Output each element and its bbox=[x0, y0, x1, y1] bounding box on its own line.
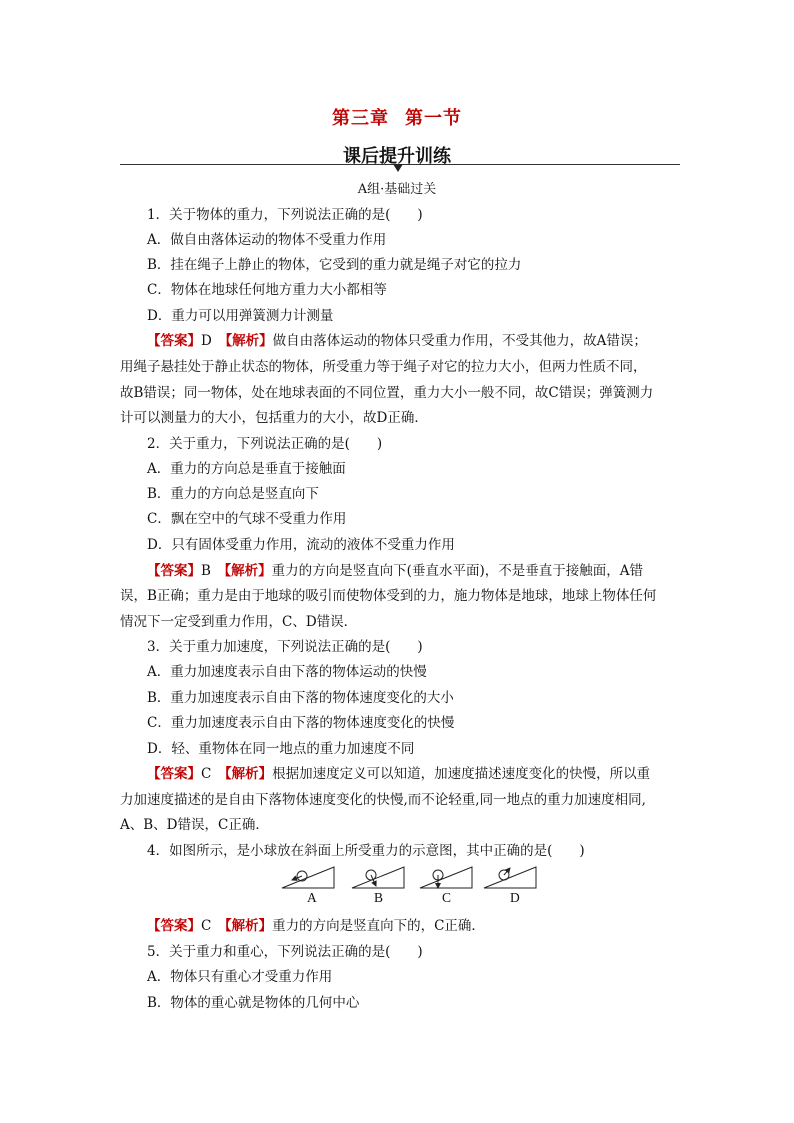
answer-value: D bbox=[201, 333, 212, 349]
explanation-tag: 【解析】 bbox=[225, 333, 273, 349]
q1-stem: 1．关于物体的重力，下列说法正确的是( ) bbox=[147, 207, 423, 223]
explanation-tag: 【解析】 bbox=[224, 918, 273, 934]
answer-tag: 【答案】 bbox=[147, 766, 201, 782]
q2-option-c: C．飘在空中的气球不受重力作用 bbox=[147, 511, 347, 527]
answer-value: C bbox=[201, 766, 212, 782]
q3-explanation-line: 力加速度描述的是自由下落物体速度变化的快慢,而不论轻重,同一地点的重力加速度相同, bbox=[120, 792, 646, 808]
figure-label-d: D bbox=[510, 890, 520, 905]
q1-option-c: C．物体在地球任何地方重力大小都相等 bbox=[147, 282, 387, 298]
q1-option-d: D．重力可以用弹簧测力计测量 bbox=[147, 308, 334, 324]
chapter-label: 第三章 bbox=[332, 108, 389, 129]
q3-explanation-line: A、B、D错误，C正确． bbox=[120, 817, 269, 833]
q5-option-b: B．物体的重心就是物体的几何中心 bbox=[147, 995, 360, 1011]
explanation-text: 重力的方向是竖直向下的，C正确． bbox=[272, 918, 485, 934]
q5-option-a: A．物体只有重心才受重力作用 bbox=[147, 969, 333, 985]
q1-option-a: A．做自由落体运动的物体不受重力作用 bbox=[147, 232, 387, 248]
incline-figures bbox=[270, 864, 560, 914]
answer-tag: 【答案】 bbox=[147, 333, 201, 349]
chapter-title bbox=[0, 104, 794, 130]
q3-stem: 3．关于重力加速度，下列说法正确的是( ) bbox=[147, 639, 423, 655]
figure-b-incline bbox=[352, 867, 404, 888]
answer-value: B bbox=[201, 563, 211, 579]
q3-option-b: B．重力加速度表示自由下落的物体速度变化的大小 bbox=[147, 690, 454, 706]
q2-option-a: A．重力的方向总是垂直于接触面 bbox=[147, 461, 346, 477]
answer-tag: 【答案】 bbox=[147, 563, 201, 579]
q3-option-c: C．重力加速度表示自由下落的物体速度变化的快慢 bbox=[147, 715, 455, 731]
figure-label-a: A bbox=[307, 890, 317, 905]
section-label: 第一节 bbox=[405, 108, 462, 129]
page-subtitle: 课后提升训练 bbox=[343, 146, 451, 167]
q4-stem: 4．如图所示，是小球放在斜面上所受重力的示意图，其中正确的是( ) bbox=[147, 843, 585, 859]
answer-tag: 【答案】 bbox=[147, 918, 201, 934]
q1-explanation-line: 用绳子悬挂处于静止状态的物体，所受重力等于绳子对它的拉力大小，但两力性质不同， bbox=[120, 359, 647, 375]
q1-option-b: B．挂在绳子上静止的物体，它受到的重力就是绳子对它的拉力 bbox=[147, 257, 522, 273]
divider-arrow-icon bbox=[393, 164, 403, 172]
figure-label-b: B bbox=[374, 890, 384, 905]
q3-option-d: D．轻、重物体在同一地点的重力加速度不同 bbox=[147, 741, 415, 757]
answer-value: C bbox=[201, 918, 212, 934]
explanation-text: 根据加速度定义可以知道，加速度描述速度变化的快慢，所以重 bbox=[272, 766, 651, 782]
group-heading: A组·基础过关 bbox=[357, 182, 437, 197]
q5-stem: 5．关于重力和重心，下列说法正确的是( ) bbox=[147, 944, 423, 960]
explanation-tag: 【解析】 bbox=[224, 766, 273, 782]
q2-stem: 2．关于重力，下列说法正确的是( ) bbox=[147, 436, 383, 452]
figure-d-incline bbox=[484, 867, 536, 888]
figure-label-c: C bbox=[442, 890, 452, 905]
q1-explanation-line: 故B错误；同一物体，处在地球表面的不同位置，重力大小一般不同，故C错误；弹簧测力 bbox=[120, 385, 654, 401]
q2-explanation-line: 误，B正确；重力是由于地球的吸引而使物体受到的力，施力物体是地球，地球上物体任何 bbox=[120, 588, 657, 604]
figure-a-incline bbox=[282, 867, 334, 888]
q2-answer bbox=[147, 562, 643, 580]
q1-answer bbox=[147, 332, 647, 350]
figure-c-incline bbox=[420, 867, 472, 888]
explanation-text: 做自由落体运动的物体只受重力作用，不受其他力，故A错误； bbox=[272, 333, 647, 349]
q2-option-b: B．重力的方向总是竖直向下 bbox=[147, 486, 319, 502]
q4-answer bbox=[147, 917, 485, 935]
q3-answer bbox=[147, 765, 650, 783]
explanation-tag: 【解析】 bbox=[224, 563, 272, 579]
q1-explanation-line: 计可以测量力的大小，包括重力的大小，故D正确． bbox=[120, 410, 428, 426]
q2-option-d: D．只有固体受重力作用，流动的液体不受重力作用 bbox=[147, 537, 455, 553]
q3-option-a: A．重力加速度表示自由下落的物体运动的快慢 bbox=[147, 664, 427, 680]
explanation-text: 重力的方向是竖直向下(垂直水平面)，不是垂直于接触面，A错 bbox=[271, 563, 643, 579]
q2-explanation-line: 情况下一定受到重力作用，C、D错误． bbox=[120, 614, 358, 630]
